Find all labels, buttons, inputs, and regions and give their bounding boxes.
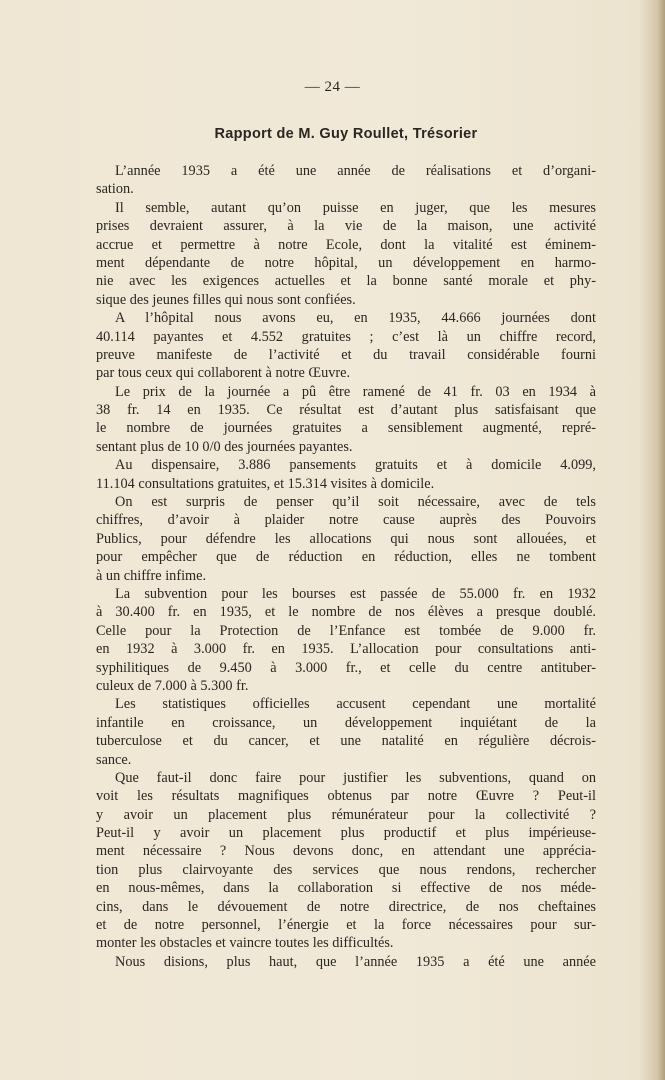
text-line: sance. — [96, 751, 132, 768]
text-line: nie avec les exigences actuelles et la bonne santé morale et phy- — [96, 273, 596, 290]
text-line: à un chiffre infime. — [96, 567, 207, 584]
text-line: sation. — [96, 181, 134, 198]
text-line: Il semble, autant qu’on puisse en juger, que les mesures — [115, 199, 596, 216]
text-line: chiffres, d’avoir à plaider notre cause auprès des Pouvoirs — [96, 512, 596, 529]
text-line: en nous-mêmes, dans la collaboration si effective de nos méde- — [96, 880, 596, 897]
text-line: monter les obstacles et vaincre toutes les difficultés. — [96, 935, 394, 952]
text-line: tion plus clairvoyante des services que nous rendons, rechercher — [96, 861, 596, 878]
text-line: le nombre de journées gratuites a sensiblement augmenté, repré- — [96, 420, 596, 437]
text-line: Celle pour la Protection de l’Enfance est tombée de 9.000 fr. — [96, 622, 596, 639]
text-line: On est surpris de penser qu’il soit nécessaire, avec de tels — [115, 494, 596, 511]
report-title: Rapport de M. Guy Roullet, Trésorier — [214, 126, 478, 142]
report-body — [96, 162, 596, 971]
text-line: voit les résultats magnifiques obtenus par notre Œuvre ? Peut-il — [96, 788, 596, 805]
text-line: Nous disions, plus haut, que l’année 1935 a été une année — [115, 953, 596, 970]
text-line: à 30.400 fr. en 1935, et le nombre de nos élèves a presque doublé. — [96, 604, 596, 621]
text-line: ment dépendante de notre hôpital, un développement en harmo- — [96, 254, 596, 271]
page-number: — 24 — — [304, 79, 361, 95]
text-line: tuberculose et du cancer, et une natalité en régulière décrois- — [96, 733, 596, 750]
text-line: prises devraient assurer, à la vie de la maison, une activité — [96, 218, 596, 235]
text-line: en 1932 à 3.000 fr. en 1935. L’allocation pour consultations anti- — [96, 641, 596, 658]
text-line: sentant plus de 10 0/0 des journées payantes. — [96, 438, 353, 455]
text-line: cins, dans le dévouement de notre directrice, de nos cheftaines — [96, 898, 596, 915]
text-line: accrue et permettre à notre Ecole, dont la vitalité est éminem- — [96, 236, 596, 253]
page-edge — [657, 0, 665, 1080]
text-line: y avoir un placement plus rémunérateur pour la collectivité ? — [96, 806, 596, 823]
text-line: culeux de 7.000 à 5.300 fr. — [96, 677, 249, 694]
text-line: pour empêcher que de réduction en réduction, elles ne tombent — [96, 549, 596, 566]
text-line: preuve manifeste de l’activité et du travail considérable fourni — [96, 346, 596, 363]
text-line: Le prix de la journée a pû être ramené de 41 fr. 03 en 1934 à — [115, 383, 596, 400]
text-line: 11.104 consultations gratuites, et 15.314 visites à domicile. — [96, 475, 435, 492]
text-line: Publics, pour défendre les allocations qui nous sont allouées, et — [96, 530, 596, 547]
text-line: A l’hôpital nous avons eu, en 1935, 44.666 journées dont — [115, 310, 596, 327]
text-line: 38 fr. 14 en 1935. Ce résultat est d’autant plus satisfaisant que — [96, 402, 596, 419]
text-line: sique des jeunes filles qui nous sont confiées. — [96, 291, 356, 308]
text-line: La subvention pour les bourses est passée de 55.000 fr. en 1932 — [115, 585, 596, 602]
text-line: L’année 1935 a été une année de réalisations et d’organi- — [115, 163, 596, 179]
text-line: par tous ceux qui collaborent à notre Œuvre. — [96, 365, 351, 382]
text-line: et de notre personnel, l’énergie et la force nécessaires pour sur- — [96, 917, 596, 934]
text-line: 40.114 payantes et 4.552 gratuites ; c’est là un chiffre record, — [96, 328, 596, 345]
text-line: syphilitiques de 9.450 à 3.000 fr., et celle du centre antituber- — [96, 659, 596, 676]
text-line: Que faut-il donc faire pour justifier les subventions, quand on — [115, 769, 596, 786]
text-line: Les statistiques officielles accusent cependant une mortalité — [115, 696, 596, 713]
text-line: Peut-il y avoir un placement plus productif et plus impérieuse- — [96, 825, 596, 842]
text-line: infantile en croissance, un développement inquiétant de la — [96, 714, 596, 731]
text-line: ment nécessaire ? Nous devons donc, en attendant une apprécia- — [96, 843, 596, 860]
text-line: Au dispensaire, 3.886 pansements gratuits et à domicile 4.099, — [115, 457, 596, 474]
